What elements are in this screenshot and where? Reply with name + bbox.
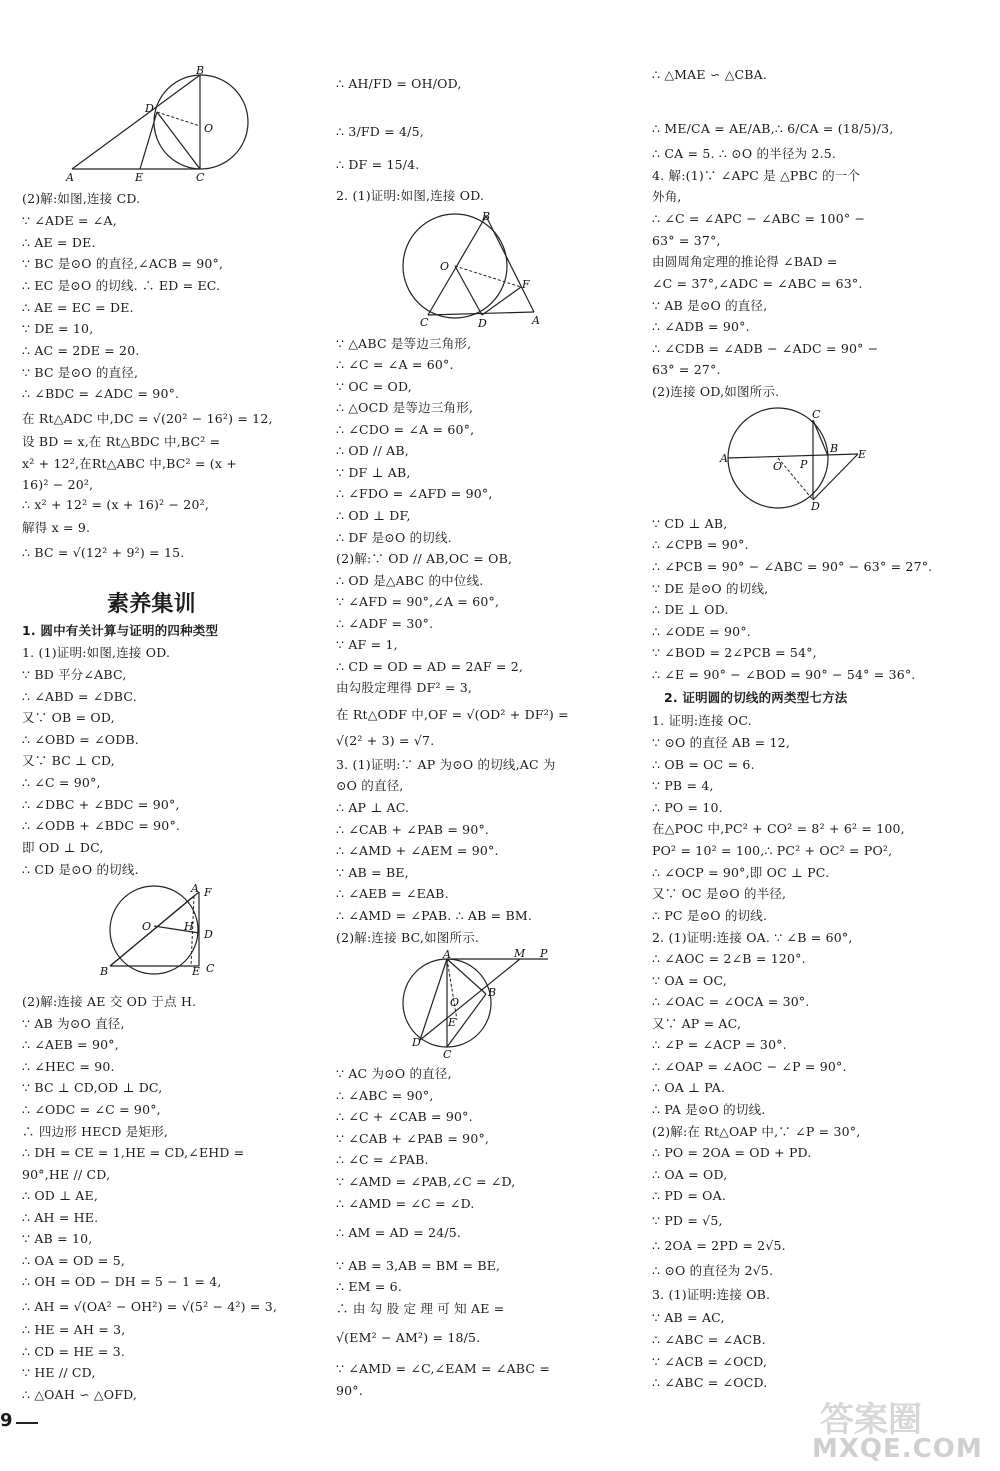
fig4-label-d: D — [412, 1036, 421, 1049]
text-line: 在 Rt△ADC 中,DC = √(20² − 16²) = 12, — [22, 411, 273, 426]
text-line: ∴ DH = CE = 1,HE = CD,∠EHD = — [22, 1145, 245, 1160]
text-line: ∵ ∠ACB = ∠OCD, — [652, 1354, 768, 1369]
text-line: ∴ OA = OD, — [652, 1167, 728, 1182]
text-line: ∴ 由 勾 股 定 理 可 知 AE = — [336, 1301, 505, 1316]
fig4-label-p: P — [540, 947, 548, 960]
text-line: ∴ ∠CDB = ∠ADB − ∠ADC = 90° − — [652, 341, 879, 356]
text-line: ∵ ∠BOD = 2∠PCB = 54°, — [652, 645, 817, 660]
geometry-figure-4 — [400, 947, 560, 1062]
text-line: ∴ OD // AB, — [336, 443, 409, 458]
text-line: 又∵ BC ⊥ CD, — [22, 753, 115, 768]
text-line: ∵ AB 为⊙O 直径, — [22, 1016, 125, 1031]
text-line: ∴ ⊙O 的直径为 2√5. — [652, 1263, 774, 1278]
text-line: ∴ ∠AMD = ∠PAB. ∴ AB = BM. — [336, 908, 533, 923]
text-line: ∴ ∠AOC = 2∠B = 120°. — [652, 951, 806, 966]
text-line: ∴ △MAE ∽ △CBA. — [652, 67, 768, 82]
text-line: ∴ OB = OC = 6. — [652, 757, 755, 772]
text-line: ∴ CD 是⊙O 的切线. — [22, 862, 139, 877]
text-line: ∴ ∠PCB = 90° − ∠ABC = 90° − 63° = 27°. — [652, 559, 933, 574]
fig5-label-a: A — [720, 452, 728, 465]
fig4-label-c: C — [443, 1048, 452, 1061]
text-line: ∴ ∠ABC = ∠ACB. — [652, 1332, 766, 1347]
text-line: ∴ ∠ADF = 30°. — [336, 616, 434, 631]
fig3-label-d: D — [204, 928, 213, 941]
fig1-label-b: B — [196, 64, 205, 77]
text-line: ∴ OD 是△ABC 的中位线. — [336, 573, 484, 588]
text-line: PO² = 10² = 100,∴ PC² + OC² = PO², — [652, 843, 893, 858]
text-line: ∵ ∠ADE = ∠A, — [22, 213, 117, 228]
text-line: ∴ DE ⊥ OD. — [652, 602, 729, 617]
text-line: ∴ DF 是⊙O 的切线. — [336, 530, 452, 545]
text-line: ∴ AE = EC = DE. — [22, 300, 134, 315]
text-line: ∴ OH = OD − DH = 5 − 1 = 4, — [22, 1274, 222, 1289]
text-line: ∵ AF = 1, — [336, 637, 398, 652]
text-line: ∴ ∠C + ∠CAB = 90°. — [336, 1109, 473, 1124]
text-line: ∴ ∠FDO = ∠AFD = 90°, — [336, 486, 493, 501]
text-line: ∴ AM = AD = 24/5. — [336, 1225, 462, 1240]
text-line: ∴ ∠ODC = ∠C = 90°, — [22, 1102, 161, 1117]
text-line: ∴ ∠OBD = ∠ODB. — [22, 732, 139, 747]
text-line: 90°,HE // CD, — [22, 1167, 111, 1182]
text-line: (2)解:在 Rt△OAP 中,∵ ∠P = 30°, — [652, 1124, 861, 1139]
text-line: ∴ ∠E = 90° − ∠BOD = 90° − 54° = 36°. — [652, 667, 916, 682]
text-line: ∴ OA = OD = 5, — [22, 1253, 126, 1268]
text-line: ∴ PA 是⊙O 的切线. — [652, 1102, 766, 1117]
text-line: ∵ AB 是⊙O 的直径, — [652, 298, 768, 313]
text-line: 3. (1)证明:∵ AP 为⊙O 的切线,AC 为 — [336, 757, 556, 772]
text-line: 外角, — [652, 189, 682, 204]
text-line: ∴ CD = HE = 3. — [22, 1344, 126, 1359]
text-line: ∵ HE // CD, — [22, 1365, 96, 1380]
fig5-label-d: D — [811, 500, 820, 513]
text-line: 在△POC 中,PC² + CO² = 8² + 6² = 100, — [652, 821, 905, 836]
text-line: ∴ PO = 2OA = OD + PD. — [652, 1145, 812, 1160]
fig3-label-c: C — [206, 962, 215, 975]
text-line: ∴ CA = 5. ∴ ⊙O 的半径为 2.5. — [652, 146, 837, 161]
text-line: 在 Rt△ODF 中,OF = √(OD² + DF²) = — [336, 707, 569, 722]
text-line: ∵ AB = 10, — [22, 1231, 93, 1246]
text-line: ∵ ∠AFD = 90°,∠A = 60°, — [336, 594, 500, 609]
text-line: ∴ AE = DE. — [22, 235, 96, 250]
text-line: ∵ BC ⊥ CD,OD ⊥ DC, — [22, 1080, 163, 1095]
text-line: 由勾股定理得 DF² = 3, — [336, 680, 473, 695]
text-line: ∵ ⊙O 的直径 AB = 12, — [652, 735, 791, 750]
text-line: ∴ AC = 2DE = 20. — [22, 343, 140, 358]
fig5-label-o: O — [773, 460, 783, 473]
text-line: ∴ ∠ABC = 90°, — [336, 1088, 434, 1103]
text-line: ∴ ∠AMD = ∠C = ∠D. — [336, 1196, 475, 1211]
text-line: ∴ ∠OCP = 90°,即 OC ⊥ PC. — [652, 865, 830, 880]
text-line: ∴ HE = AH = 3, — [22, 1322, 126, 1337]
fig5-label-p: P — [800, 458, 808, 471]
fig4-label-b: B — [488, 986, 497, 999]
text-line: ∴ 四边形 HECD 是矩形, — [22, 1124, 169, 1139]
text-line: (2)解:∵ OD // AB,OC = OB, — [336, 551, 513, 566]
geometry-figure-5 — [718, 408, 878, 512]
text-line: 又∵ OB = OD, — [22, 710, 115, 725]
fig3-label-a: A — [191, 882, 199, 895]
text-line: ∴ EM = 6. — [336, 1279, 402, 1294]
fig1-label-d: D — [145, 102, 154, 115]
fig1-label-e: E — [135, 171, 144, 184]
fig1-label-o: O — [204, 122, 214, 135]
text-line: (2)连接 OD,如图所示. — [652, 384, 780, 399]
fig2-label-f: F — [522, 278, 530, 291]
section-heading: 素养集训 — [107, 592, 196, 617]
text-line: (2)解:连接 BC,如图所示. — [336, 930, 480, 945]
text-line: ∴ ∠C = 90°, — [22, 775, 101, 790]
text-line: ∵ ∠AMD = ∠PAB,∠C = ∠D, — [336, 1174, 516, 1189]
fig4-label-m: M — [514, 947, 526, 960]
fig2-label-o: O — [440, 260, 450, 273]
text-line: ∴ DF = 15/4. — [336, 157, 420, 172]
fig1-label-c: C — [196, 171, 205, 184]
text-line: 由圆周角定理的推论得 ∠BAD = — [652, 254, 838, 269]
fig5-label-e: E — [858, 448, 867, 461]
text-line: ∵ AB = AC, — [652, 1310, 725, 1325]
text-line: ∵ PB = 4, — [652, 778, 714, 793]
text-line: ∴ ∠ODE = 90°. — [652, 624, 751, 639]
text-line: ∴ 3/FD = 4/5, — [336, 124, 424, 139]
page-number: 9 — [0, 1410, 13, 1431]
text-line: ∴ ∠C = ∠PAB. — [336, 1152, 429, 1167]
text-line: ∴ ∠BDC = ∠ADC = 90°. — [22, 386, 180, 401]
page-number-rule — [16, 1422, 38, 1424]
text-line: ∠C = 37°,∠ADC = ∠ABC = 63°. — [652, 276, 863, 291]
text-line: ∴ AH = HE. — [22, 1210, 99, 1225]
fig1-label-a: A — [66, 171, 74, 184]
text-line: 又∵ OC 是⊙O 的半径, — [652, 886, 787, 901]
text-line: ∵ OA = OC, — [652, 973, 727, 988]
fig3-label-f: F — [204, 886, 212, 899]
text-line: ∴ CD = OD = AD = 2AF = 2, — [336, 659, 524, 674]
fig3-label-e: E — [192, 965, 201, 978]
text-line: ∵ BC 是⊙O 的直径,∠ACB = 90°, — [22, 256, 224, 271]
text-line: ∵ OC = OD, — [336, 379, 412, 394]
text-line: ∴ ∠CDO = ∠A = 60°, — [336, 422, 475, 437]
fig3-label-b: B — [100, 965, 109, 978]
text-line: ∵ AB = 3,AB = BM = BE, — [336, 1258, 501, 1273]
text-line: ∴ ∠HEC = 90. — [22, 1059, 115, 1074]
fig4-label-a: A — [443, 948, 451, 961]
fig2-label-d: D — [478, 317, 487, 330]
text-line: ∴ ∠C = ∠A = 60°. — [336, 357, 454, 372]
text-line: ∵ PD = √5, — [652, 1213, 723, 1228]
text-line: √(2² + 3) = √7. — [336, 733, 435, 748]
fig3-label-o: O — [142, 920, 152, 933]
text-line: 即 OD ⊥ DC, — [22, 840, 104, 855]
text-line: ∴ ∠ADB = 90°. — [652, 319, 750, 334]
text-line: ∴ PD = OA. — [652, 1188, 727, 1203]
geometry-figure-1 — [60, 66, 260, 184]
text-line: ∴ ∠ABC = ∠OCD. — [652, 1375, 768, 1390]
section-heading: 1. 圆中有关计算与证明的四种类型 — [22, 623, 219, 638]
fig5-label-c: C — [812, 408, 821, 421]
text-line: ∴ ∠OAC = ∠OCA = 30°. — [652, 994, 810, 1009]
text-line: ∴ ∠C = ∠APC − ∠ABC = 100° − — [652, 211, 866, 226]
fig2-label-a: A — [532, 314, 540, 327]
text-line: ∵ DF ⊥ AB, — [336, 465, 411, 480]
text-line: ∵ DE = 10, — [22, 321, 94, 336]
text-line: √(EM² − AM²) = 18/5. — [336, 1330, 481, 1345]
text-line: 63° = 27°. — [652, 362, 721, 377]
text-line: ∵ AB = BE, — [336, 865, 409, 880]
text-line: ∴ ∠AEB = 90°, — [22, 1037, 119, 1052]
text-line: ∵ BD 平分∠ABC, — [22, 667, 127, 682]
text-line: ∴ PC 是⊙O 的切线. — [652, 908, 768, 923]
text-line: ∵ △ABC 是等边三角形, — [336, 336, 472, 351]
text-line: ∴ OD ⊥ DF, — [336, 508, 411, 523]
text-line: ∵ BC 是⊙O 的直径, — [22, 365, 139, 380]
text-line: ∴ OA ⊥ PA. — [652, 1080, 726, 1095]
text-line: ∴ x² + 12² = (x + 16)² − 20², — [22, 497, 209, 512]
fig4-label-e: E — [448, 1016, 457, 1029]
text-line: 设 BD = x,在 Rt△BDC 中,BC² = — [22, 434, 221, 449]
text-line: 1. 证明:连接 OC. — [652, 713, 752, 728]
text-line: ∴ ∠ABD = ∠DBC. — [22, 689, 137, 704]
text-line: ⊙O 的直径, — [336, 778, 404, 793]
text-line: ∴ ME/CA = AE/AB,∴ 6/CA = (18/5)/3, — [652, 121, 894, 136]
text-line: 4. 解:(1)∵ ∠APC 是 △PBC 的一个 — [652, 168, 861, 183]
text-line: ∵ CD ⊥ AB, — [652, 516, 728, 531]
text-line: ∴ 2OA = 2PD = 2√5. — [652, 1238, 786, 1253]
text-line: ∴ ∠DBC + ∠BDC = 90°, — [22, 797, 180, 812]
text-line: (2)解:如图,连接 CD. — [22, 191, 141, 206]
text-line: x² + 12²,在Rt△ABC 中,BC² = (x + — [22, 456, 237, 471]
text-line: 1. (1)证明:如图,连接 OD. — [22, 645, 171, 660]
text-line: 90°. — [336, 1383, 363, 1398]
text-line: 2. (1)证明:连接 OA. ∵ ∠B = 60°, — [652, 930, 853, 945]
text-line: ∴ AP ⊥ AC. — [336, 800, 410, 815]
text-line: ∴ AH/FD = OH/OD, — [336, 76, 462, 91]
text-line: ∴ ∠OAP = ∠AOC − ∠P = 90°. — [652, 1059, 847, 1074]
text-line: ∴ OD ⊥ AE, — [22, 1188, 99, 1203]
fig5-label-b: B — [830, 442, 839, 455]
text-line: ∴ △OCD 是等边三角形, — [336, 400, 474, 415]
text-line: 又∵ AP = AC, — [652, 1016, 742, 1031]
text-line: ∴ BC = √(12² + 9²) = 15. — [22, 545, 185, 560]
text-line: ∵ AC 为⊙O 的直径, — [336, 1066, 452, 1081]
text-line: 3. (1)证明:连接 OB. — [652, 1287, 771, 1302]
text-line: ∵ ∠AMD = ∠C,∠EAM = ∠ABC = — [336, 1361, 551, 1376]
text-line: 16)² − 20², — [22, 477, 94, 492]
text-line: ∴ ∠CPB = 90°. — [652, 537, 749, 552]
watermark-site: MXQE.COM — [812, 1434, 983, 1464]
text-line: ∴ ∠AEB = ∠EAB. — [336, 886, 449, 901]
text-line: ∴ ∠AMD + ∠AEM = 90°. — [336, 843, 499, 858]
text-line: ∴ AH = √(OA² − OH²) = √(5² − 4²) = 3, — [22, 1299, 278, 1314]
text-line: ∴ EC 是⊙O 的切线. ∴ ED = EC. — [22, 278, 221, 293]
text-line: 2. (1)证明:如图,连接 OD. — [336, 188, 485, 203]
watermark-logo: 答案圈 — [820, 1400, 922, 1440]
text-line: ∵ DE 是⊙O 的切线, — [652, 581, 769, 596]
text-line: ∴ ∠P = ∠ACP = 30°. — [652, 1037, 787, 1052]
text-line: 63° = 37°, — [652, 233, 721, 248]
text-line: ∴ ∠ODB + ∠BDC = 90°. — [22, 818, 181, 833]
text-line: ∵ ∠CAB + ∠PAB = 90°, — [336, 1131, 490, 1146]
fig2-label-c: C — [420, 316, 429, 329]
text-line: ∴ ∠CAB + ∠PAB = 90°. — [336, 822, 490, 837]
fig3-label-h: H — [184, 920, 194, 933]
text-line: 解得 x = 9. — [22, 520, 91, 535]
text-line: (2)解:连接 AE 交 OD 于点 H. — [22, 994, 197, 1009]
fig4-label-o: O — [450, 996, 460, 1009]
fig2-label-b: B — [482, 210, 491, 223]
text-line: ∴ △OAH ∽ △OFD, — [22, 1387, 138, 1402]
text-line: ∴ PO = 10. — [652, 800, 723, 815]
geometry-figure-3 — [96, 882, 236, 982]
geometry-figure-2 — [396, 208, 556, 328]
section-heading: 2. 证明圆的切线的两类型七方法 — [664, 690, 848, 705]
